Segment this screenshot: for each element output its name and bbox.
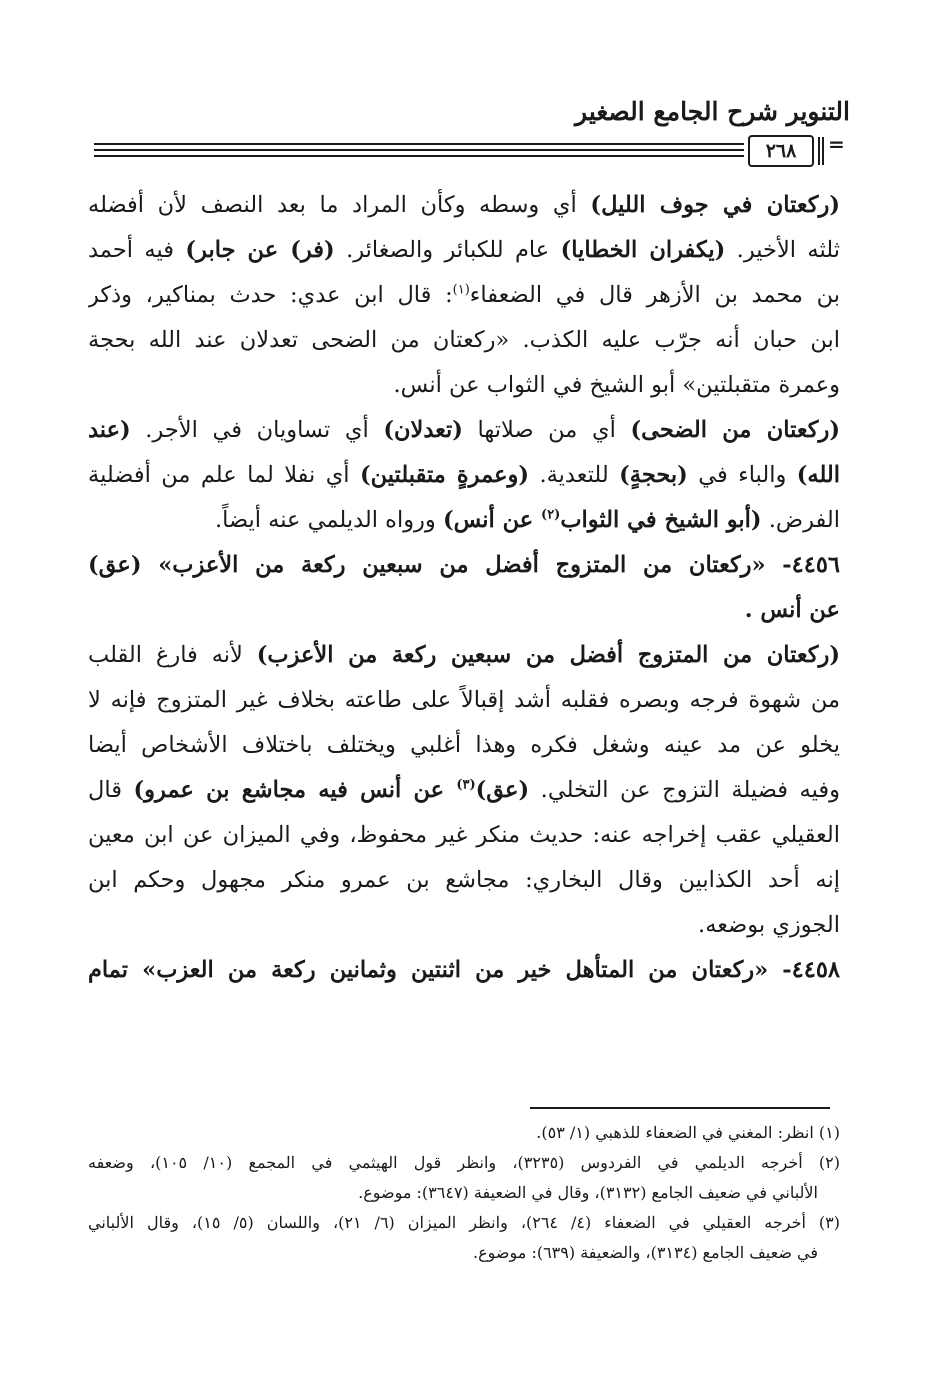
text-run: ابن حبان أنه جرّب عليه الكذب. «ركعتان من الضحى تعدلان عند الله بحجة xyxy=(88,327,840,353)
text-line xyxy=(88,228,840,273)
text-line xyxy=(88,183,840,228)
text-run: أي نفلا لما علم من أفضلية xyxy=(88,462,360,488)
text-line xyxy=(88,453,840,498)
text-line xyxy=(88,498,840,543)
header-rule-middle xyxy=(94,149,744,151)
bold-phrase: (ركعتان من المتزوج أفضل من سبعين ركعة من الأعزب) xyxy=(256,642,840,668)
footnote-ref: (١) xyxy=(452,282,470,298)
bold-phrase: (وعمرةٍ متقبلتين) xyxy=(359,462,530,488)
footnote-3: (٣) أخرجه العقيلي في الضعفاء (٤/ ٢٦٤)، وانظر الميزان (٦/ ٢١)، واللسان (٥/ ١٥)، وقال الألباني xyxy=(88,1213,840,1232)
bold-phrase: (بحجةٍ) xyxy=(619,462,688,488)
text-run: العقيلي عقب إخراجه عنه: حديث منكر غير محفوظ، وفي الميزان عن ابن معين xyxy=(88,822,840,848)
text-line xyxy=(88,903,840,948)
text-run: بن محمد بن الأزهر قال في الضعفاء xyxy=(469,282,840,308)
footnote-1: (١) انظر: المغني في الضعفاء للذهبي (١/ ٥٣). xyxy=(536,1123,840,1142)
footnote-ref: (٢) xyxy=(541,507,561,523)
text-run: فيه أحمد xyxy=(88,237,186,263)
bold-phrase: (أبو الشيخ في الثواب xyxy=(560,507,762,533)
bold-phrase: (يكفران الخطايا) xyxy=(560,237,726,263)
bold-phrase: (ركعتان من الضحى) xyxy=(630,417,840,443)
page-number: ٢٦٨ xyxy=(748,135,814,167)
bold-phrase: (فر) عن جابر) xyxy=(185,237,335,263)
text-run: ثلثه الأخير. xyxy=(725,237,840,263)
text-line xyxy=(88,363,840,408)
text-line xyxy=(88,678,840,723)
text-line xyxy=(88,858,840,903)
text-run: قال xyxy=(88,777,134,803)
text-run: إنه أحد الكذابين وقال البخاري: مجاشع بن عمرو منكر مجهول وحكم ابن xyxy=(88,867,840,893)
hadith-heading xyxy=(88,543,840,588)
bold-phrase: عن أنس فيه مجاشع بن عمرو) xyxy=(133,777,457,803)
page-number-ornament xyxy=(818,137,824,165)
text-run: والباء في xyxy=(687,462,797,488)
text-run: يخلو عن مد عينه وشغل فكره وهذا أغلبي ويختلف باختلاف الأشخاص أيضا xyxy=(88,732,840,758)
bold-phrase: ٤٤٥٨- «ركعتان من المتأهل خير من اثنتين وثمانين ركعة من العزب» تمام xyxy=(88,957,840,983)
text-line xyxy=(88,273,840,318)
footnote-3-continued: في ضعيف الجامع (٣١٣٤)، والضعيفة (٦٣٩): موضوع. xyxy=(473,1243,818,1262)
bold-phrase: (ركعتان في جوف الليل) xyxy=(590,192,840,218)
text-run: وفيه فضيلة التزوج عن التخلي. xyxy=(529,777,840,803)
hadith-heading xyxy=(88,588,840,633)
footnote-ref: (٣) xyxy=(456,777,476,793)
text-run: أي تساويان في الأجر. xyxy=(130,417,384,443)
text-line xyxy=(88,723,840,768)
body-text xyxy=(88,183,840,993)
header-rule-bottom xyxy=(94,155,744,157)
bold-phrase: ٤٤٥٦- «ركعتان من المتزوج أفضل من سبعين ركعة من الأعزب» (عق) xyxy=(88,552,840,578)
header-rule-top xyxy=(94,143,744,145)
text-run: ورواه الديلمي عنه أيضاً. xyxy=(215,507,443,533)
bold-phrase: (عند xyxy=(88,417,131,443)
footnotes xyxy=(88,1118,840,1268)
text-run: عام للكبائر والصغائر. xyxy=(334,237,561,263)
text-line xyxy=(88,633,840,678)
text-run: أي وسطه وكأن المراد ما بعد النصف لأن أفضله xyxy=(88,192,591,218)
text-run: وعمرة متقبلتين» أبو الشيخ في الثواب عن أنس. xyxy=(393,372,840,398)
text-run: أي من صلاتها xyxy=(462,417,631,443)
text-run: لأنه فارغ القلب xyxy=(88,642,257,668)
footnote-separator xyxy=(530,1107,830,1109)
bold-phrase: (عق) xyxy=(475,777,530,803)
text-run: الجوزي بوضعه. xyxy=(698,912,840,938)
text-run: من شهوة فرجه وبصره فقلبه أشد إقبالاً على طاعته بخلاف غير المتزوج فإنه لا xyxy=(88,687,840,713)
footnote-2-continued: الألباني في ضعيف الجامع (٣١٣٢)، وقال في الضعيفة (٣٦٤٧): موضوع. xyxy=(358,1183,818,1202)
text-run: : قال ابن عدي: حدث بمناكير، وذكر xyxy=(88,282,453,308)
text-run: للتعدية. xyxy=(529,462,620,488)
bold-phrase: عن أنس) xyxy=(442,507,542,533)
hadith-heading xyxy=(88,948,840,993)
page-number-dash: = xyxy=(828,132,845,156)
footnote-2: (٢) أخرجه الديلمي في الفردوس (٣٢٣٥)، وانظر قول الهيثمي في المجمع (١٠/ ١٠٥)، وضعفه xyxy=(88,1153,840,1172)
text-line xyxy=(88,408,840,453)
running-title: التنوير شرح الجامع الصغير xyxy=(575,97,850,126)
bold-phrase: الله) xyxy=(796,462,840,488)
bold-phrase: عن أنس . xyxy=(744,597,840,623)
text-line xyxy=(88,813,840,858)
bold-phrase: (تعدلان) xyxy=(383,417,463,443)
text-run: الفرض. xyxy=(761,507,840,533)
text-line xyxy=(88,318,840,363)
text-line xyxy=(88,768,840,813)
